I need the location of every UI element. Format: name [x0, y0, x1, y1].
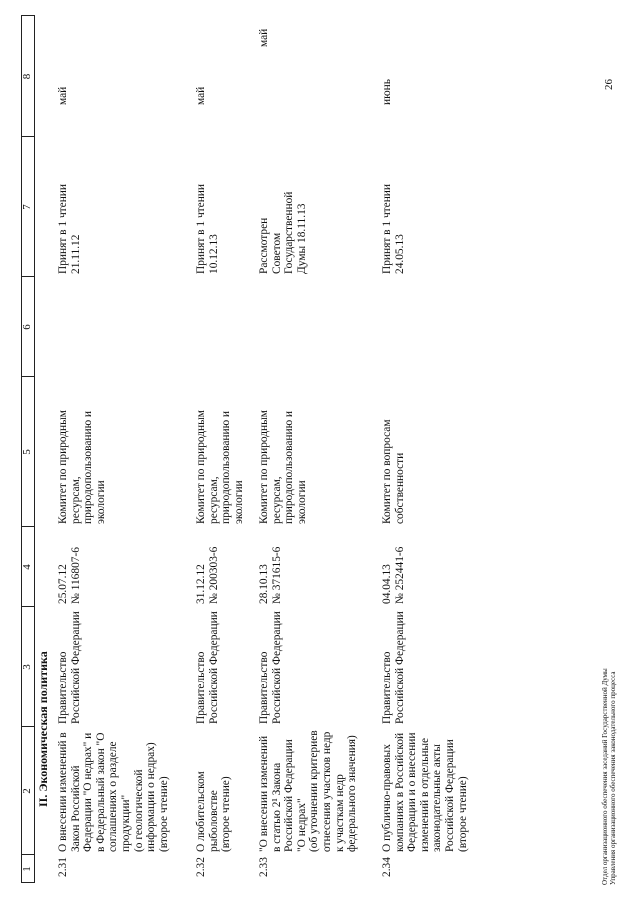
bill-initiator: Правительство Российской Федерации — [57, 611, 82, 724]
header-bottom-border — [34, 15, 35, 883]
bill-title: "О внесении изменений в статью 2¹ Закона Российской Федерации "О недрах" (об уточнении критериев отнесения участков недр к участкам недр федерального значения) — [258, 730, 359, 852]
bill-status: Принят в 1 чтении 24.05.13 — [381, 184, 406, 274]
row-number: 2.34 — [381, 857, 393, 877]
row-number: 2.31 — [57, 857, 69, 877]
column-header: 6 — [21, 324, 33, 330]
footer-division: Управления организационного обеспечения законодательного процесса — [609, 671, 617, 885]
planned-month: май — [57, 86, 69, 105]
section-title: II. Экономическая политика — [36, 651, 50, 807]
registration-info: 28.10.13 № 371615-6 — [258, 546, 283, 604]
column-header: 3 — [21, 664, 33, 670]
planned-month: июнь — [381, 79, 393, 105]
column-header: 1 — [21, 866, 33, 872]
registration-info: 25.07.12 № 116807-6 — [57, 547, 82, 604]
column-header: 4 — [21, 564, 33, 570]
responsible-committee: Комитет по природным ресурсам, природопользованию и экологии — [258, 409, 308, 524]
column-header: 2 — [21, 788, 33, 794]
row-number: 2.33 — [258, 857, 270, 877]
bill-initiator: Правительство Российской Федерации — [195, 611, 220, 724]
column-header: 5 — [21, 449, 33, 455]
bill-title: О публично-правовых компаниях в Российской Федерации и о внесении изменений в отдельные законодательные акты Российской Федерации (второе чтение) — [381, 732, 469, 852]
row-number: 2.32 — [195, 857, 207, 877]
registration-info: 04.04.13 № 252441-6 — [381, 546, 406, 604]
bill-initiator: Правительство Российской Федерации — [381, 611, 406, 724]
page-number: 26 — [603, 79, 615, 90]
bill-title: О внесении изменений в Закон Российской Федерации "О недрах" и в Федеральный закон "О соглашениях о разделе продукции" (о геологической информации о недрах) (второе чтение) — [57, 732, 170, 852]
bill-status: Рассмотрен Советом Государственной Думы 18.11.13 — [258, 191, 308, 274]
planned-month: май — [258, 28, 270, 47]
responsible-committee: Комитет по природным ресурсам, природопользованию и экологии — [57, 409, 107, 524]
bill-status: Принят в 1 чтении 21.11.12 — [57, 184, 82, 274]
bill-status: Принят в 1 чтении 10.12.13 — [195, 184, 220, 274]
footer-department: Отдел организационного обеспечения заседаний Государственной Думы — [601, 668, 609, 885]
bill-title: О любительском рыболовстве (второе чтение) — [195, 771, 233, 852]
column-header: 7 — [21, 204, 33, 210]
registration-info: 31.12.12 № 200303-6 — [195, 546, 220, 604]
planned-month: май — [195, 86, 207, 105]
responsible-committee: Комитет по вопросам собственности — [381, 419, 406, 524]
bill-initiator: Правительство Российской Федерации — [258, 611, 283, 724]
responsible-committee: Комитет по природным ресурсам, природопользованию и экологии — [195, 409, 245, 524]
column-header: 8 — [21, 73, 33, 80]
